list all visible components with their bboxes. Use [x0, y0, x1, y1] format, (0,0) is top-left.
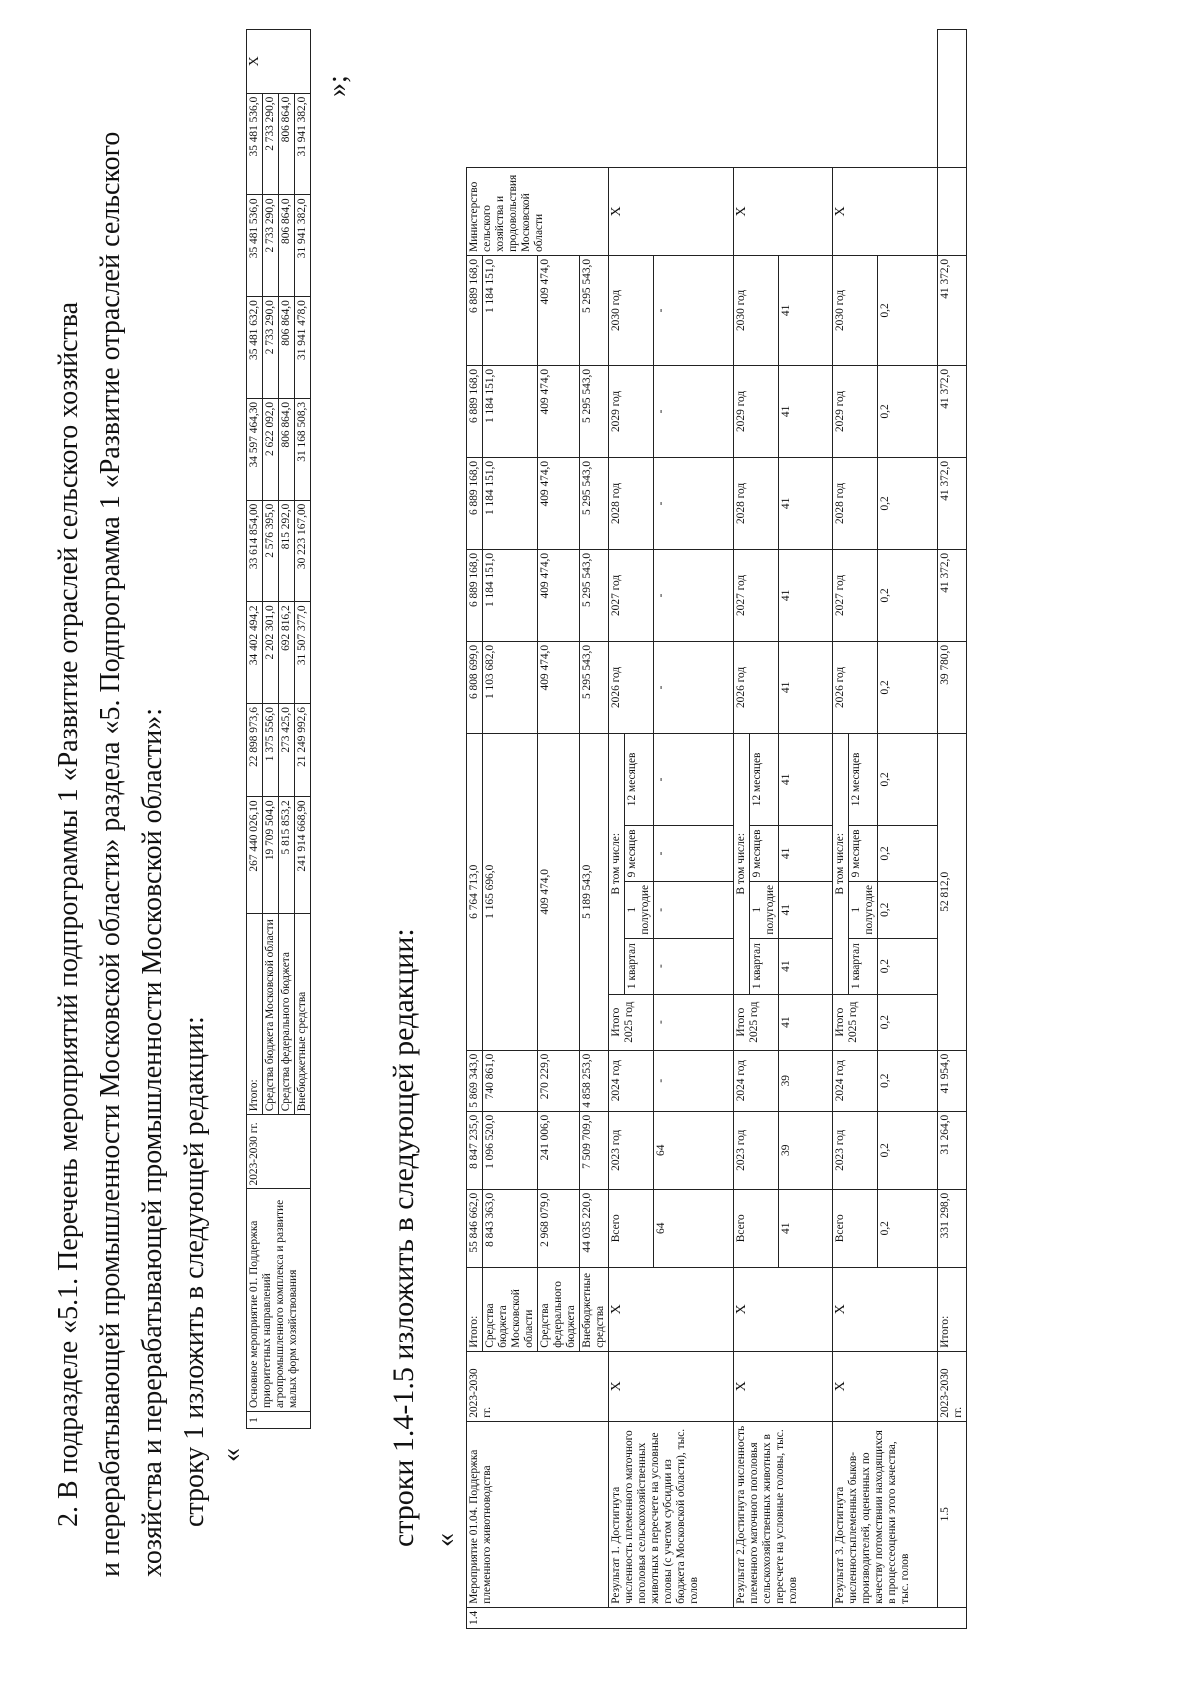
x-mark: X — [609, 1267, 734, 1351]
hdr-incl: В том числе: — [734, 733, 750, 994]
hdr-h1: 1 полугодие — [849, 881, 878, 938]
cell: - — [654, 549, 734, 641]
fin-label: Средства бюджета Московской области — [483, 1267, 538, 1351]
cell: 6 889 168,0 — [467, 255, 483, 365]
cell: 806 864,0 — [279, 93, 295, 195]
intro-line-2: и перерабатывающей промышленности Московской области» раздела «5. Подпрограмма 1 «Развитие отраслей сельского — [95, 131, 126, 1577]
executor: Министерство сельского хозяйства и продовольствия Московской области — [467, 167, 609, 255]
cell: 409 474,0 — [538, 733, 580, 1050]
hdr-2030: 2030 год — [833, 255, 878, 365]
cell: 806 864,0 — [279, 195, 295, 297]
hdr-h1: 1 полугодие — [750, 881, 779, 938]
cell: 35 481 536,0 — [247, 93, 263, 195]
cell: 35 481 632,0 — [247, 297, 263, 399]
intro-line-3: хозяйства и перерабатывающей промышленности Московской области»: — [137, 707, 168, 1577]
cell: 740 861,0 — [483, 1050, 538, 1111]
cell: 41 372,0 — [938, 457, 967, 549]
cell: 41 954,0 — [938, 1050, 967, 1111]
cell: 1 096 520,0 — [483, 1111, 538, 1189]
cell: 267 440 026,10 — [247, 797, 263, 914]
x-mark: X — [734, 1267, 833, 1351]
hdr-2023: 2023 год — [833, 1111, 878, 1189]
hdr-2027: 2027 год — [833, 549, 878, 641]
x-mark: X — [734, 1351, 833, 1421]
hdr-2024: 2024 год — [833, 1050, 878, 1111]
open-quote-2: « — [430, 1533, 461, 1547]
cell: 0,2 — [878, 881, 938, 938]
cell: 41 372,0 — [938, 255, 967, 365]
x-mark: X — [734, 167, 833, 255]
cell: 0,2 — [878, 733, 938, 825]
cell: 0,2 — [878, 1050, 938, 1111]
table-rows-1-4-1-5 — [466, 29, 967, 1629]
cell: 6 889 168,0 — [467, 549, 483, 641]
empty-cell — [938, 167, 967, 255]
cell: 0,2 — [878, 549, 938, 641]
cell: 1 184 151,0 — [483, 549, 538, 641]
fin-label: Итого: — [938, 1267, 967, 1351]
cell: 2 733 290,0 — [263, 93, 279, 195]
cell: 1 184 151,0 — [483, 457, 538, 549]
activity-period: 2023-2030 гг. — [938, 1351, 967, 1421]
hdr-m9: 9 месяцев — [849, 825, 878, 881]
cell: 5 869 343,0 — [467, 1050, 483, 1111]
cell: 55 846 662,0 — [467, 1189, 483, 1267]
hdr-m9: 9 месяцев — [750, 825, 779, 881]
cell: 806 864,0 — [279, 398, 295, 500]
fin-label: Средства федерального бюджета — [279, 913, 295, 1114]
hdr-2026: 2026 год — [734, 641, 779, 733]
cell: 273 425,0 — [279, 704, 295, 797]
cell: 2 576 395,0 — [263, 500, 279, 602]
cell: 409 474,0 — [538, 549, 580, 641]
cell: 0,2 — [878, 365, 938, 457]
cell: 0,2 — [878, 938, 938, 994]
fin-label: Средства бюджета Московской области — [263, 913, 279, 1114]
cell: 8 847 235,0 — [467, 1111, 483, 1189]
hdr-m9: 9 месяцев — [625, 825, 654, 881]
cell: - — [654, 881, 734, 938]
cell: 41 372,0 — [938, 549, 967, 641]
cell: - — [654, 825, 734, 881]
activity-period: 2023-2030 гг. — [467, 1351, 609, 1421]
hdr-2024: 2024 год — [609, 1050, 654, 1111]
cell: - — [654, 457, 734, 549]
cell: 2 733 290,0 — [263, 297, 279, 399]
cell: 5 295 543,0 — [580, 641, 609, 733]
cell: 34 597 464,30 — [247, 398, 263, 500]
cell: - — [654, 641, 734, 733]
hdr-q1: 1 квартал — [750, 938, 779, 994]
cell: - — [654, 365, 734, 457]
cell: 1 184 151,0 — [483, 255, 538, 365]
fin-label: Средства федерального бюджета — [538, 1267, 580, 1351]
cell: 692 816,2 — [279, 602, 295, 704]
fin-label: Внебюджетные средства — [580, 1267, 609, 1351]
cell: 39 — [779, 1111, 833, 1189]
hdr-total: Всего — [833, 1189, 878, 1267]
cell: 41 — [779, 365, 833, 457]
x-mark: X — [833, 1351, 938, 1421]
cell: 41 372,0 — [938, 365, 967, 457]
hdr-2029: 2029 год — [734, 365, 779, 457]
cell: 5 295 543,0 — [580, 255, 609, 365]
cell: 331 298,0 — [938, 1189, 967, 1267]
cell: 41 — [779, 825, 833, 881]
cell: 409 474,0 — [538, 641, 580, 733]
activity-name: Основное мероприятие 01. Поддержка приоритетных направлений агропромышленного комплекса и развитие малых форм хозяйствования — [247, 1189, 311, 1412]
activity-period: 2023-2030 гг. — [247, 1115, 311, 1189]
hdr-m12: 12 месяцев — [625, 733, 654, 825]
cell: 41 — [779, 1189, 833, 1267]
hdr-2028: 2028 год — [833, 457, 878, 549]
cell: - — [654, 1050, 734, 1111]
cell: 815 292,0 — [279, 500, 295, 602]
cell: 41 — [779, 549, 833, 641]
hdr-2026: 2026 год — [833, 641, 878, 733]
empty-cell — [938, 30, 967, 168]
cell: 30 223 167,00 — [295, 500, 311, 602]
hdr-2023: 2023 год — [734, 1111, 779, 1189]
hdr-2028: 2028 год — [734, 457, 779, 549]
cell: 41 — [779, 994, 833, 1050]
cell: 31 168 508,3 — [295, 398, 311, 500]
cell: 34 402 494,2 — [247, 602, 263, 704]
cell: 64 — [654, 1111, 734, 1189]
cell: 409 474,0 — [538, 365, 580, 457]
cell: 0,2 — [878, 1111, 938, 1189]
hdr-2027: 2027 год — [734, 549, 779, 641]
hdr-m12: 12 месяцев — [750, 733, 779, 825]
cell: 0,2 — [878, 1189, 938, 1267]
cell: 4 858 253,0 — [580, 1050, 609, 1111]
activity-name: Мероприятие 01.04. Поддержка племенного животноводства — [467, 1421, 609, 1607]
x-mark: X — [609, 167, 734, 255]
cell: 0,2 — [878, 825, 938, 881]
cell: 6 889 168,0 — [467, 365, 483, 457]
intro-line-4: строку 1 изложить в следующей редакции: — [179, 1016, 210, 1527]
cell: 6 808 699,0 — [467, 641, 483, 733]
intro-line-1: 2. В подразделе «5.1. Перечень мероприятий подпрограммы 1 «Развитие отраслей сельского хозяйства — [53, 301, 84, 1527]
cell: 5 189 543,0 — [580, 733, 609, 1050]
cell: 52 812,0 — [938, 733, 967, 1050]
hdr-2024: 2024 год — [734, 1050, 779, 1111]
x-mark: X — [609, 1351, 734, 1421]
result-1-name: Результат 1. Достигнута численность племенного маточного поголовья сельскохозяйственных животных в пересчете на условные головы (с учетом субсидии из бюджета Московской области), тыс. голов — [609, 1421, 734, 1607]
cell: 21 249 992,6 — [295, 704, 311, 797]
cell: 64 — [654, 1189, 734, 1267]
cell: 806 864,0 — [279, 297, 295, 399]
hdr-h1: 1 полугодие — [625, 881, 654, 938]
cell: 31 941 478,0 — [295, 297, 311, 399]
cell: 409 474,0 — [538, 457, 580, 549]
hdr-2027: 2027 год — [609, 549, 654, 641]
cell: 41 — [779, 938, 833, 994]
x-mark: X — [833, 1267, 938, 1351]
cell: - — [654, 994, 734, 1050]
hdr-q1: 1 квартал — [849, 938, 878, 994]
cell: 6 889 168,0 — [467, 457, 483, 549]
hdr-2029: 2029 год — [833, 365, 878, 457]
cell: 5 295 543,0 — [580, 457, 609, 549]
x-mark: X — [833, 167, 938, 255]
cell: 0,2 — [878, 994, 938, 1050]
cell: 0,2 — [878, 641, 938, 733]
cell: 39 — [779, 1050, 833, 1111]
cell: - — [654, 938, 734, 994]
hdr-2026: 2026 год — [609, 641, 654, 733]
row-number: 1.4 — [467, 1607, 967, 1628]
hdr-total: Всего — [609, 1189, 654, 1267]
cell: 241 006,0 — [538, 1111, 580, 1189]
hdr-2030: 2030 год — [734, 255, 779, 365]
cell: 31 264,0 — [938, 1111, 967, 1189]
cell: 31 507 377,0 — [295, 602, 311, 704]
cell: 5 295 543,0 — [580, 549, 609, 641]
fin-label: Итого: — [247, 913, 263, 1114]
hdr-2029: 2029 год — [609, 365, 654, 457]
cell: 5 815 853,2 — [279, 797, 295, 914]
cell: 41 — [779, 641, 833, 733]
result-3-name: Результат 3. Достигнута численностьплеменных быков-производителей, оцененных по качеству потомствнии находящихся в процессеоценки этого качества, тыс. голов — [833, 1421, 938, 1607]
cell: 5 295 543,0 — [580, 365, 609, 457]
cell: 1 375 556,0 — [263, 704, 279, 797]
cell: 19 709 504,0 — [263, 797, 279, 914]
x-mark: X — [247, 30, 311, 94]
cell: 0,2 — [878, 457, 938, 549]
cell: - — [654, 733, 734, 825]
close-quote: »; — [322, 75, 353, 97]
cell: 44 035 220,0 — [580, 1189, 609, 1267]
cell: 6 764 713,0 — [467, 733, 483, 1050]
fin-label: Итого: — [467, 1267, 483, 1351]
hdr-2030: 2030 год — [609, 255, 654, 365]
hdr-2023: 2023 год — [609, 1111, 654, 1189]
cell: 2 968 079,0 — [538, 1189, 580, 1267]
hdr-itogo-2025: Итого 2025 год — [734, 994, 779, 1050]
cell: 41 — [779, 457, 833, 549]
hdr-q1: 1 квартал — [625, 938, 654, 994]
cell: 270 229,0 — [538, 1050, 580, 1111]
heading-rows-1-4-1-5: строки 1.4-1.5 изложить в следующей редакции: — [387, 928, 420, 1547]
hdr-incl: В том числе: — [833, 733, 849, 994]
cell: 1 103 682,0 — [483, 641, 538, 733]
cell: 41 — [779, 881, 833, 938]
cell: 0,2 — [878, 255, 938, 365]
hdr-2028: 2028 год — [609, 457, 654, 549]
cell: 41 — [779, 733, 833, 825]
hdr-m12: 12 месяцев — [849, 733, 878, 825]
cell: 241 914 668,90 — [295, 797, 311, 914]
cell: 35 481 536,0 — [247, 195, 263, 297]
cell: 41 — [779, 255, 833, 365]
cell: 2 622 092,0 — [263, 398, 279, 500]
cell: 33 614 854,00 — [247, 500, 263, 602]
open-quote-1: « — [216, 1448, 247, 1462]
hdr-total: Всего — [734, 1189, 779, 1267]
cell: 1 165 696,0 — [483, 733, 538, 1050]
cell: 1 184 151,0 — [483, 365, 538, 457]
cell: 2 202 301,0 — [263, 602, 279, 704]
result-2-name: Результат 2.Достигнута численность племенного маточного поголовья сельскохозяйственных животных в пересчете на условные головы, тыс. голов — [734, 1421, 833, 1607]
row-number: 1.5 — [938, 1421, 967, 1607]
hdr-incl: В том числе: — [609, 733, 625, 994]
cell: 7 509 709,0 — [580, 1111, 609, 1189]
row-number: 1 — [247, 1412, 311, 1429]
table-row-1 — [246, 29, 311, 1429]
cell: 39 780,0 — [938, 641, 967, 733]
cell: - — [654, 255, 734, 365]
cell: 8 843 363,0 — [483, 1189, 538, 1267]
cell: 31 941 382,0 — [295, 195, 311, 297]
fin-label: Внебюджетные средства — [295, 913, 311, 1114]
hdr-itogo-2025: Итого 2025 год — [609, 994, 654, 1050]
cell: 2 733 290,0 — [263, 195, 279, 297]
hdr-itogo-2025: Итого 2025 год — [833, 994, 878, 1050]
cell: 22 898 973,6 — [247, 704, 263, 797]
cell: 409 474,0 — [538, 255, 580, 365]
cell: 31 941 382,0 — [295, 93, 311, 195]
